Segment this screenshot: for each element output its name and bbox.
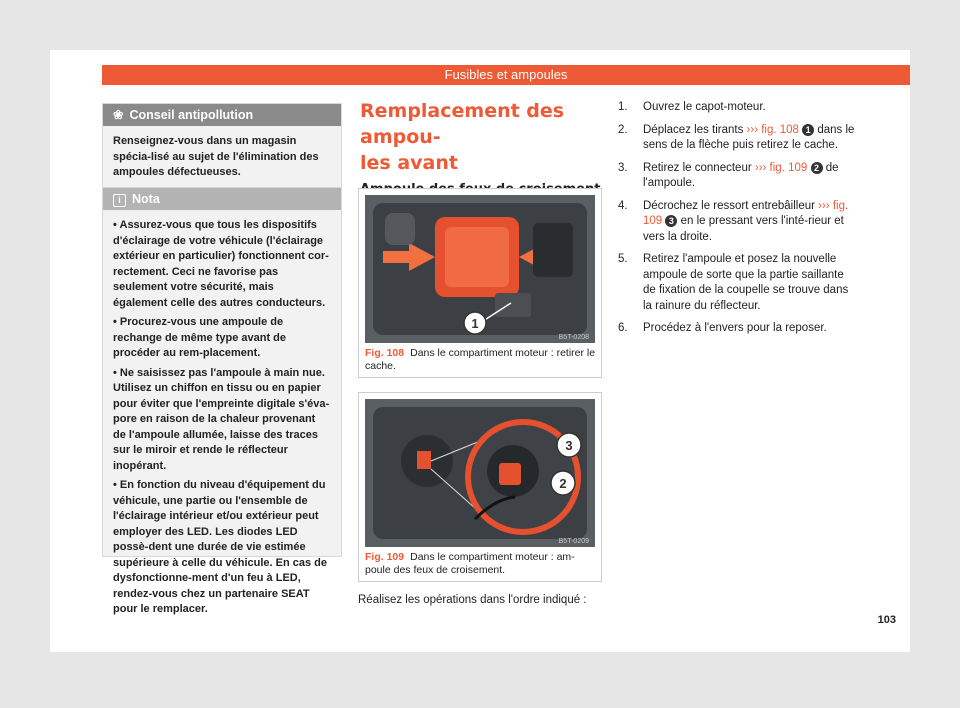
figure-number: Fig. 108 [365,347,405,359]
step-item: 4. Décrochez le ressort entrebâilleur ››› fig. 109 3 en le pressant vers l'inté-rieur et vers la droite. [618,199,849,243]
conseil-text: Renseignez-vous dans un magasin spécia-lisé au sujet de l'élimination des ampoules défectueuses. [113,135,319,178]
conseil-title: Conseil antipollution [129,108,254,122]
figure-link[interactable]: ››› fig. 109 [754,161,808,174]
leaf-icon: ❀ [113,108,124,122]
nota-item: • Ne saisissez pas l'ampoule à main nue. Utilisez un chiffon en tissu ou en papier pour éviter que l'empreinte digitale s'éva-pore en raison de la chaleur provenant de l'ampoule allumée, laisse des traces sur le miroir et rende le réflecteur inopérant. [113,366,330,472]
callout-badge: 1 [802,124,814,136]
image-code: B5T-0208 [558,334,589,341]
nota-item: • Assurez-vous que tous les dispositifs d'éclairage de votre véhicule (l'éclairage extérieur en particulier) fonctionnent cor-rectement. Ceci ne favorise pas seulement votre sécurité, mais également celle des autres conducteurs. [113,219,329,309]
figure-link[interactable]: ››› fig. 109 [643,199,849,227]
nota-body [103,210,341,630]
figure-caption [365,551,597,577]
callout-badge: 3 [665,215,677,227]
section-heading [360,98,602,202]
nota-item: • En fonction du niveau d'équipement du véhicule, une partie ou l'ensemble de l'éclairage intérieur et/ou extérieur peut employer des LED. Les diodes LED possè-dent une durée de vie estimée supérieure à celle du véhicule. En cas de dysfonctionne-ment d'un feu à LED, rendez-vous chez un partenaire SEAT pour le remplacer. [113,479,327,615]
nota-box [102,187,342,615]
nota-item: • Procurez-vous une ampoule de rechange de même type avant de procéder au rem-placement. [113,316,287,359]
callout-3: 3 [565,438,573,453]
step-item: 2. Déplacez les tirants ››› fig. 108 1 dans le sens de la flèche puis retirez le cache. [618,123,855,151]
page-header: Fusibles et ampoules [102,65,910,85]
caption-text: Dans le compartiment moteur : retirer le cache. [365,347,596,372]
step-item: 3. Retirez le connecteur ››› fig. 109 2 de l'ampoule. [618,161,839,189]
conseil-header [103,104,341,126]
callout-2: 2 [559,476,567,491]
figure-number: Fig. 109 [365,551,405,563]
step-item: 6. Procédez à l'envers pour la reposer. [618,322,827,334]
callout-1: 1 [471,316,479,331]
steps-list [618,100,858,344]
nota-title: Nota [132,192,160,206]
headlight-bulb-image [365,399,595,547]
page [50,50,910,652]
figure-109 [358,392,602,582]
callout-badge: 2 [811,162,823,174]
figure-108 [358,188,602,378]
intro-text: Réalisez les opérations dans l'ordre indiqué : [358,594,587,606]
page-number: 103 [877,614,896,626]
step-item: 1. Ouvrez le capot-moteur. [618,101,766,113]
headlight-cover-image [365,195,595,343]
section-title: Remplacement des ampou- les avant [360,100,565,174]
caption-text: Dans le compartiment moteur : am-poule des feux de croisement. [365,551,575,576]
step-item: 5. Retirez l'ampoule et posez la nouvelle ampoule de sorte que la partie saillante de fixation de la coupelle se trouve dans la rainure du réflecteur. [618,253,849,312]
nota-header [103,188,341,210]
figure-caption [365,347,597,373]
image-code: B5T-0209 [558,538,589,545]
figure-link[interactable]: ››› fig. 108 [746,123,799,136]
info-icon: i [113,194,126,207]
